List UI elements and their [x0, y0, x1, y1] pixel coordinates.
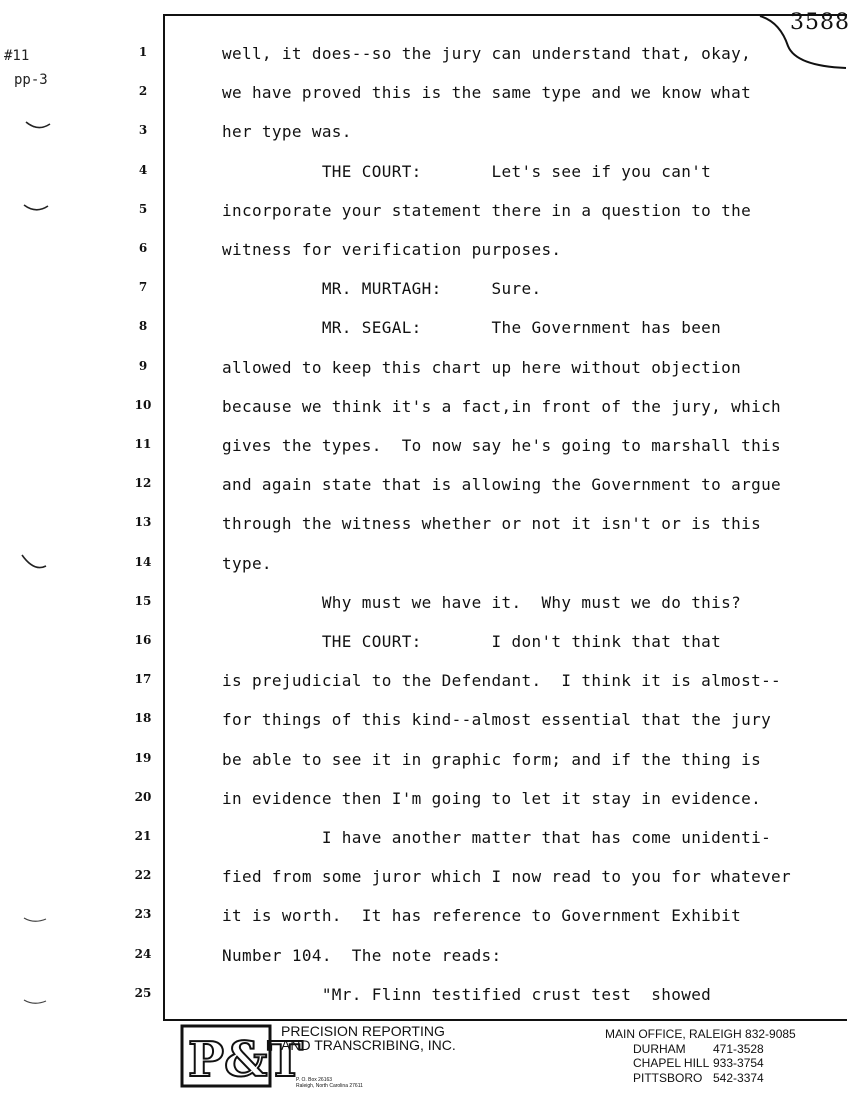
- margin-note-pages: pp-3: [14, 72, 48, 88]
- company-address: [296, 1077, 363, 1089]
- transcript-line: Number 104. The note reads:: [222, 945, 502, 965]
- line-number: 7: [138, 280, 148, 295]
- line-number: 4: [138, 162, 148, 177]
- transcript-line: well, it does--so the jury can understand that, okay,: [222, 44, 752, 63]
- line-number: 9: [138, 358, 148, 373]
- line-number: 1: [138, 45, 148, 59]
- transcript-line: allowed to keep this chart up here without objection: [222, 357, 742, 377]
- transcript-line: THE COURT: Let's see if you can't: [222, 161, 712, 181]
- transcript-line: and again state that is allowing the Government to argue: [222, 475, 782, 495]
- company-logo: [180, 1022, 304, 1092]
- company-line-2: AND TRANSCRIBING, INC.: [281, 1037, 456, 1053]
- transcript-line: THE COURT: I don't think that that: [222, 632, 722, 651]
- transcript-line: MR. MURTAGH: Sure.: [222, 279, 542, 299]
- line-number: 10: [134, 397, 152, 412]
- address-line-1: P. O. Box 26163: [296, 1077, 333, 1083]
- line-number: 14: [134, 554, 152, 569]
- transcript-line: be able to see it in graphic form; and if the thing is: [222, 749, 762, 769]
- line-number: 23: [134, 907, 152, 922]
- office-phone: 471-3528: [713, 1041, 764, 1056]
- line-number: 25: [134, 985, 152, 1000]
- transcript-line: we have proved this is the same type and we know what: [222, 83, 752, 103]
- transcript-line: in evidence then I'm going to let it stay in evidence.: [222, 788, 762, 808]
- margin-marks: [0, 0, 70, 1020]
- line-number: 5: [138, 201, 148, 216]
- address-line-2: Raleigh, North Carolina 27611: [296, 1083, 363, 1089]
- transcript-line: MR. SEGAL: The Government has been: [222, 318, 722, 338]
- line-number: 17: [134, 672, 152, 687]
- line-number: 6: [138, 241, 148, 255]
- line-number: 19: [134, 750, 152, 765]
- line-number: 13: [134, 515, 152, 530]
- office-row: [633, 1042, 796, 1057]
- line-number: 21: [134, 829, 152, 843]
- transcript-line: because we think it's a fact,in front of the jury, which: [222, 396, 782, 416]
- line-number: 8: [138, 319, 148, 334]
- transcript-line: I have another matter that has come unidenti-: [222, 828, 772, 847]
- transcript-line: "Mr. Flinn testified crust test showed: [222, 984, 712, 1004]
- line-number: 22: [134, 868, 152, 883]
- margin-note-exhibit: #11: [4, 48, 30, 64]
- page-number: 3588: [790, 10, 850, 35]
- transcript-line: fied from some juror which I now read to you for whatever: [222, 867, 792, 887]
- transcript-line: witness for verification purposes.: [222, 240, 562, 259]
- transcript-line: is prejudicial to the Defendant. I think it is almost--: [222, 671, 782, 691]
- transcript-line: Why must we have it. Why must we do this?: [222, 592, 742, 612]
- office-phone: 542-3374: [713, 1070, 764, 1085]
- line-number: 24: [134, 946, 152, 961]
- transcript-line: incorporate your statement there in a question to the: [222, 200, 752, 220]
- svg-text:P&T: P&T: [188, 1032, 304, 1088]
- main-office: MAIN OFFICE, RALEIGH 832-9085: [605, 1027, 796, 1041]
- line-number: 2: [138, 84, 148, 99]
- office-name: DURHAM: [633, 1041, 686, 1056]
- transcript-line: type.: [222, 553, 272, 573]
- line-number: 3: [138, 123, 148, 138]
- transcript-line: through the witness whether or not it isn't or is this: [222, 514, 762, 534]
- office-name: CHAPEL HILL: [633, 1056, 710, 1070]
- office-row: [633, 1056, 796, 1071]
- office-row: [633, 1071, 796, 1086]
- company-name: [281, 1024, 456, 1052]
- line-number: 15: [134, 593, 152, 608]
- office-phone: 933-3754: [713, 1056, 764, 1070]
- transcript-line: it is worth. It has reference to Government Exhibit: [222, 906, 742, 926]
- line-number: 16: [134, 633, 152, 647]
- line-number: 11: [134, 437, 152, 451]
- line-number: 12: [134, 476, 152, 491]
- office-list: [605, 1027, 796, 1085]
- transcript-line: for things of this kind--almost essential that the jury: [222, 710, 772, 730]
- transcript-line: her type was.: [222, 122, 352, 142]
- transcript-line: gives the types. To now say he's going to marshall this: [222, 436, 782, 455]
- office-name: PITTSBORO: [633, 1070, 703, 1085]
- line-number: 20: [134, 789, 152, 804]
- company-line-1: PRECISION REPORTING: [281, 1023, 445, 1039]
- line-number: 18: [134, 711, 152, 726]
